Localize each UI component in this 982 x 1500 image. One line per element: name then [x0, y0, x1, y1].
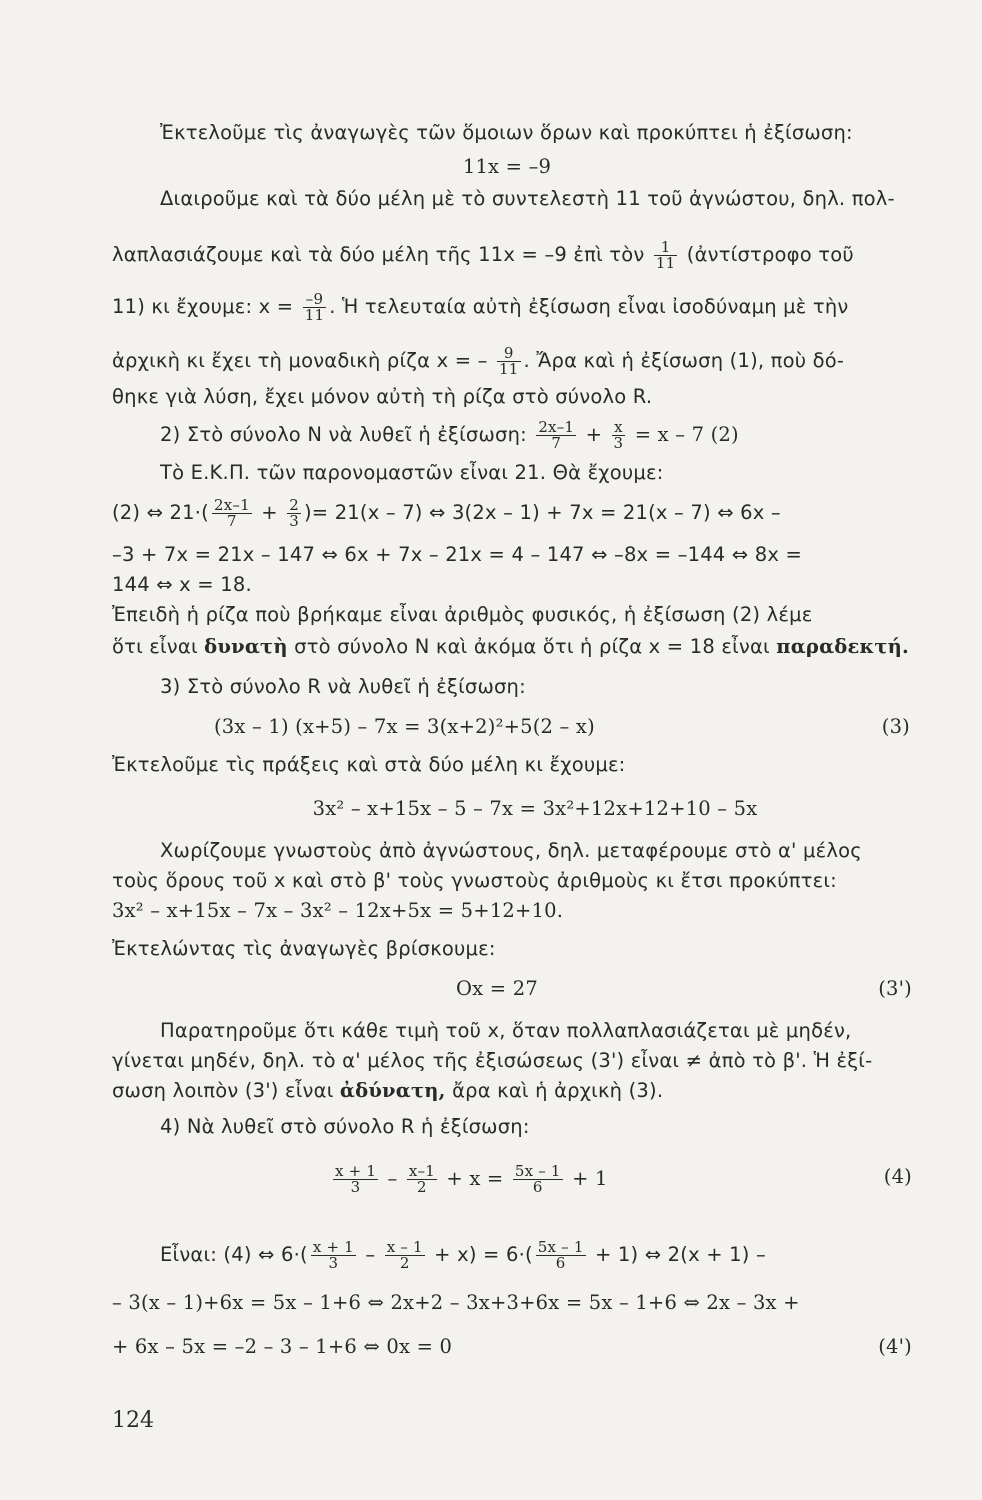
fraction: $\frac{2x-1}{7}$	[213, 496, 250, 530]
bold-term: δυνατὴ	[204, 635, 288, 658]
text-line: 3) Στὸ σύνολο R νὰ λυθεῖ ἡ ἐξίσωση:	[160, 675, 526, 698]
fraction: $\frac{x}{3}$	[613, 418, 624, 452]
text-line: γίνεται μηδέν, δηλ. τὸ α' μέλος τῆς ἐξισώσεως (3') εἶναι ≠ ἀπὸ τὸ β'. Ἡ ἐξί-	[112, 1049, 873, 1072]
text-line: λαπλασιάζουμε καὶ τὰ δύο μέλη τῆς 11x = –9 ἐπὶ τὸν $\frac{1}{11}$ (ἀντίστροφο τοῦ	[112, 238, 854, 272]
bold-term: ἀδύνατη,	[339, 1079, 446, 1102]
text-line: θηκε γιὰ λύση, ἔχει μόνον αὐτὴ τὴ ρίζα στὸ σύνολο R.	[112, 385, 653, 408]
text-line: τοὺς ὅρους τοῦ x καὶ στὸ β' τοὺς γνωστοὺς ἀριθμοὺς κι ἔτσι προκύπτει:	[112, 869, 837, 892]
equation: 11x = –9	[462, 155, 552, 178]
equation-line: Εἶναι: (4) ⇔ 6·( $\frac{x + 1}{3}$ – $\frac{x - 1}{2}$ + x) = 6·( $\frac{5x - 1}{6}$ + 1) ⇔ 2(x + 1) –	[160, 1238, 766, 1272]
equation: 3x² – x+15x – 5 – 7x = 3x²+12x+12+10 – 5x	[312, 797, 758, 820]
text-line: 4) Νὰ λυθεῖ στὸ σύνολο R ἡ ἐξίσωση:	[160, 1115, 530, 1138]
fraction: $\frac{x - 1}{2}$	[386, 1238, 423, 1272]
text-line: σωση λοιπὸν (3') εἶναι ἀδύνατη, ἄρα καὶ ἡ ἀρχικὴ (3).	[112, 1079, 664, 1102]
equation-line: 3x² – x+15x – 7x – 3x² – 12x+5x = 5+12+10.	[112, 899, 564, 922]
equation-line: 144 ⇔ x = 18.	[112, 573, 252, 596]
fraction: $\frac{-9}{11}$	[304, 290, 325, 324]
equation-line: (2) ⇔ 21·( $\frac{2x-1}{7}$ + $\frac{2}{3}$ )= 21(x – 7) ⇔ 3(2x – 1) + 7x = 21(x – 7) ⇔ 6x –	[112, 496, 781, 530]
equation-line: + 6x – 5x = –2 – 3 – 1+6 ⇔ 0x = 0 (4')	[112, 1335, 912, 1358]
fraction: $\frac{x + 1}{3}$	[312, 1238, 354, 1272]
text-line: Ἐκτελοῦμε τὶς ἀναγωγὲς τῶν ὅμοιων ὅρων καὶ προκύπτει ἡ ἐξίσωση:	[160, 121, 853, 144]
equation: (3x – 1) (x+5) – 7x = 3(x+2)²+5(2 – x) (3)	[214, 715, 910, 738]
fraction: $\frac{9}{11}$	[499, 344, 519, 378]
fraction: $\frac{x + 1}{3}$	[335, 1162, 377, 1196]
text-line: Ἐκτελοῦμε τὶς πράξεις καὶ στὰ δύο μέλη κι ἔχουμε:	[112, 753, 626, 776]
text-line: Ἐκτελώντας τὶς ἀναγωγὲς βρίσκουμε:	[112, 937, 496, 960]
fraction: $\frac{x-1}{2}$	[408, 1162, 435, 1196]
text-line: Ἐπειδὴ ἡ ρίζα ποὺ βρήκαμε εἶναι ἀριθμὸς φυσικός, ἡ ἐξίσωση (2) λέμε	[112, 603, 813, 626]
fraction: $\frac{2}{3}$	[289, 496, 299, 530]
equation-line: – 3(x – 1)+6x = 5x – 1+6 ⇔ 2x+2 – 3x+3+6x = 5x – 1+6 ⇔ 2x – 3x +	[112, 1291, 800, 1314]
equation: $\frac{x + 1}{3}$ – $\frac{x-1}{2}$ + x = $\frac{5x - 1}{6}$ + 1 (4)	[335, 1162, 912, 1196]
fraction: $\frac{5x - 1}{6}$	[537, 1238, 584, 1272]
text-line: ὅτι εἶναι δυνατὴ στὸ σύνολο N καὶ ἀκόμα ὅτι ἡ ρίζα x = 18 εἶναι παραδεκτή.	[112, 635, 910, 658]
bold-term: παραδεκτή.	[776, 635, 910, 658]
text-line: Τὸ Ε.Κ.Π. τῶν παρονομαστῶν εἶναι 21. Θὰ ἔχουμε:	[160, 461, 664, 484]
fraction: $\frac{2x-1}{7}$	[538, 418, 575, 452]
text-line: Διαιροῦμε καὶ τὰ δύο μέλη μὲ τὸ συντελεστὴ 11 τοῦ ἀγνώστου, δηλ. πολ-	[160, 187, 895, 210]
text-line: 11) κι ἔχουμε: x = $\frac{-9}{11}$ . Ἡ τελευταία αὐτὴ ἐξίσωση εἶναι ἰσοδύναμη μὲ τὴν	[112, 290, 849, 324]
text-line: Παρατηροῦμε ὅτι κάθε τιμὴ τοῦ x, ὅταν πολλαπλασιάζεται μὲ μηδέν,	[160, 1019, 852, 1042]
fraction: $\frac{1}{11}$	[655, 238, 676, 272]
equation-line: –3 + 7x = 21x – 147 ⇔ 6x + 7x – 21x = 4 – 147 ⇔ –8x = –144 ⇔ 8x =	[112, 543, 803, 566]
text-line: ἀρχικὴ κι ἔχει τὴ μοναδικὴ ρίζα x = – $\frac{9}{11}$ . Ἄρα καὶ ἡ ἐξίσωση (1), ποὺ δό-	[112, 344, 845, 378]
fraction: $\frac{5x - 1}{6}$	[514, 1162, 561, 1196]
book-page: Ἐκτελοῦμε τὶς ἀναγωγὲς τῶν ὅμοιων ὅρων καὶ προκύπτει ἡ ἐξίσωση: 11x = –9 Διαιροῦμε καὶ τὰ δύο μέλη μὲ τὸ συντελεστὴ 11 τοῦ ἀγνώστου, δηλ. πολ- λαπλασιάζουμε καὶ τὰ δύο μέλη τῆς 11x = –9 ἐπὶ τὸν $\frac{1}{11}$ (ἀντίστροφο τοῦ 11) κι ἔχουμε: x = $\frac{-9}{11}$ . Ἡ τελευταία αὐτὴ ἐξίσωση εἶναι ἰσοδύναμη μὲ τὴν ἀρχικὴ κι ἔχει τὴ μοναδικὴ ρίζα x = – $\frac{9}{11}$ . Ἄρα καὶ ἡ ἐξίσωση (1), ποὺ δό- θηκε γιὰ λύση, ἔχει μόνον αὐτὴ τὴ ρίζα στὸ σύνολο R. 2) Στὸ σύνολο N νὰ λυθεῖ ἡ ἐξίσωση: $\frac{2x-1}{7}$ + $\frac{x}{3}$ = x – 7 (2) Τὸ Ε.Κ.Π. τῶν παρονομαστῶν εἶναι 21. Θὰ ἔχουμε: (2) ⇔ 21·( $\frac{2x-1}{7}$ + $\frac{2}{3}$ )= 21(x – 7) ⇔ 3(2x – 1) + 7x = 21(x – 7) ⇔ 6x – –3 + 7x = 21x – 147 ⇔ 6x + 7x – 21x = 4 – 147 ⇔ –8x = –144 ⇔ 8x = 144 ⇔ x = 18. Ἐπειδὴ ἡ ρίζα ποὺ βρήκαμε εἶναι ἀριθμὸς φυσικός, ἡ ἐξίσωση (2) λέμε ὅτι εἶναι δυνατὴ στὸ σύνολο N καὶ ἀκόμα ὅτι ἡ ρίζα x = 18 εἶναι παραδεκτή. 3) Στὸ σύνολο R νὰ λυθεῖ ἡ ἐξίσωση: (3x – 1) (x+5) – 7x = 3(x+2)²+5(2 – x) (3) Ἐκτελοῦμε τὶς πράξεις καὶ στὰ δύο μέλη κι ἔχουμε: 3x² – x+15x – 5 – 7x = 3x²+12x+12+10 – 5x Χωρίζουμε γνωστοὺς ἀπὸ ἀγνώστους, δηλ. μεταφέρουμε στὸ α' μέλος τοὺς ὅρους τοῦ x καὶ στὸ β' τοὺς γνωστοὺς ἀριθμοὺς κι ἔτσι προκύπτει: 3x² – x+15x – 7x – 3x² – 12x+5x = 5+12+10. Ἐκτελώντας τὶς ἀναγωγὲς βρίσκουμε: Ox = 27 (3') Παρατηροῦμε ὅτι κάθε τιμὴ τοῦ x, ὅταν πολλαπλασιάζεται μὲ μηδέν, γίνεται μηδέν, δηλ. τὸ α' μέλος τῆς ἐξισώσεως (3') εἶναι ≠ ἀπὸ τὸ β'. Ἡ ἐξί- σωση λοιπὸν (3') εἶναι ἀδύνατη, ἄρα καὶ ἡ ἀρχικὴ (3). 4) Νὰ λυθεῖ στὸ σύνολο R ἡ ἐξίσωση: $\frac{x + 1}{3}$ – $\frac{x-1}{2}$ + x = $\frac{5x - 1}{6}$ + 1 (4) Εἶναι: (4) ⇔ 6·( $\frac{x + 1}{3}$ – $\frac{x - 1}{2}$ + x) = 6·( $\frac{5x - 1}{6}$ + 1) ⇔ 2(x + 1) – – 3(x – 1)+6x = 5x – 1+6 ⇔ 2x+2 – 3x+3+6x = 5x – 1+6 ⇔ 2x – 3x + + 6x – 5x = –2 – 3 – 1+6 ⇔ 0x = 0 (4') 124	[0, 0, 982, 1500]
text-line: Χωρίζουμε γνωστοὺς ἀπὸ ἀγνώστους, δηλ. μεταφέρουμε στὸ α' μέλος	[160, 839, 862, 862]
page-number: 124	[112, 1408, 154, 1433]
text-line: 2) Στὸ σύνολο N νὰ λυθεῖ ἡ ἐξίσωση: $\frac{2x-1}{7}$ + $\frac{x}{3}$ = x – 7 (2)	[160, 418, 739, 452]
